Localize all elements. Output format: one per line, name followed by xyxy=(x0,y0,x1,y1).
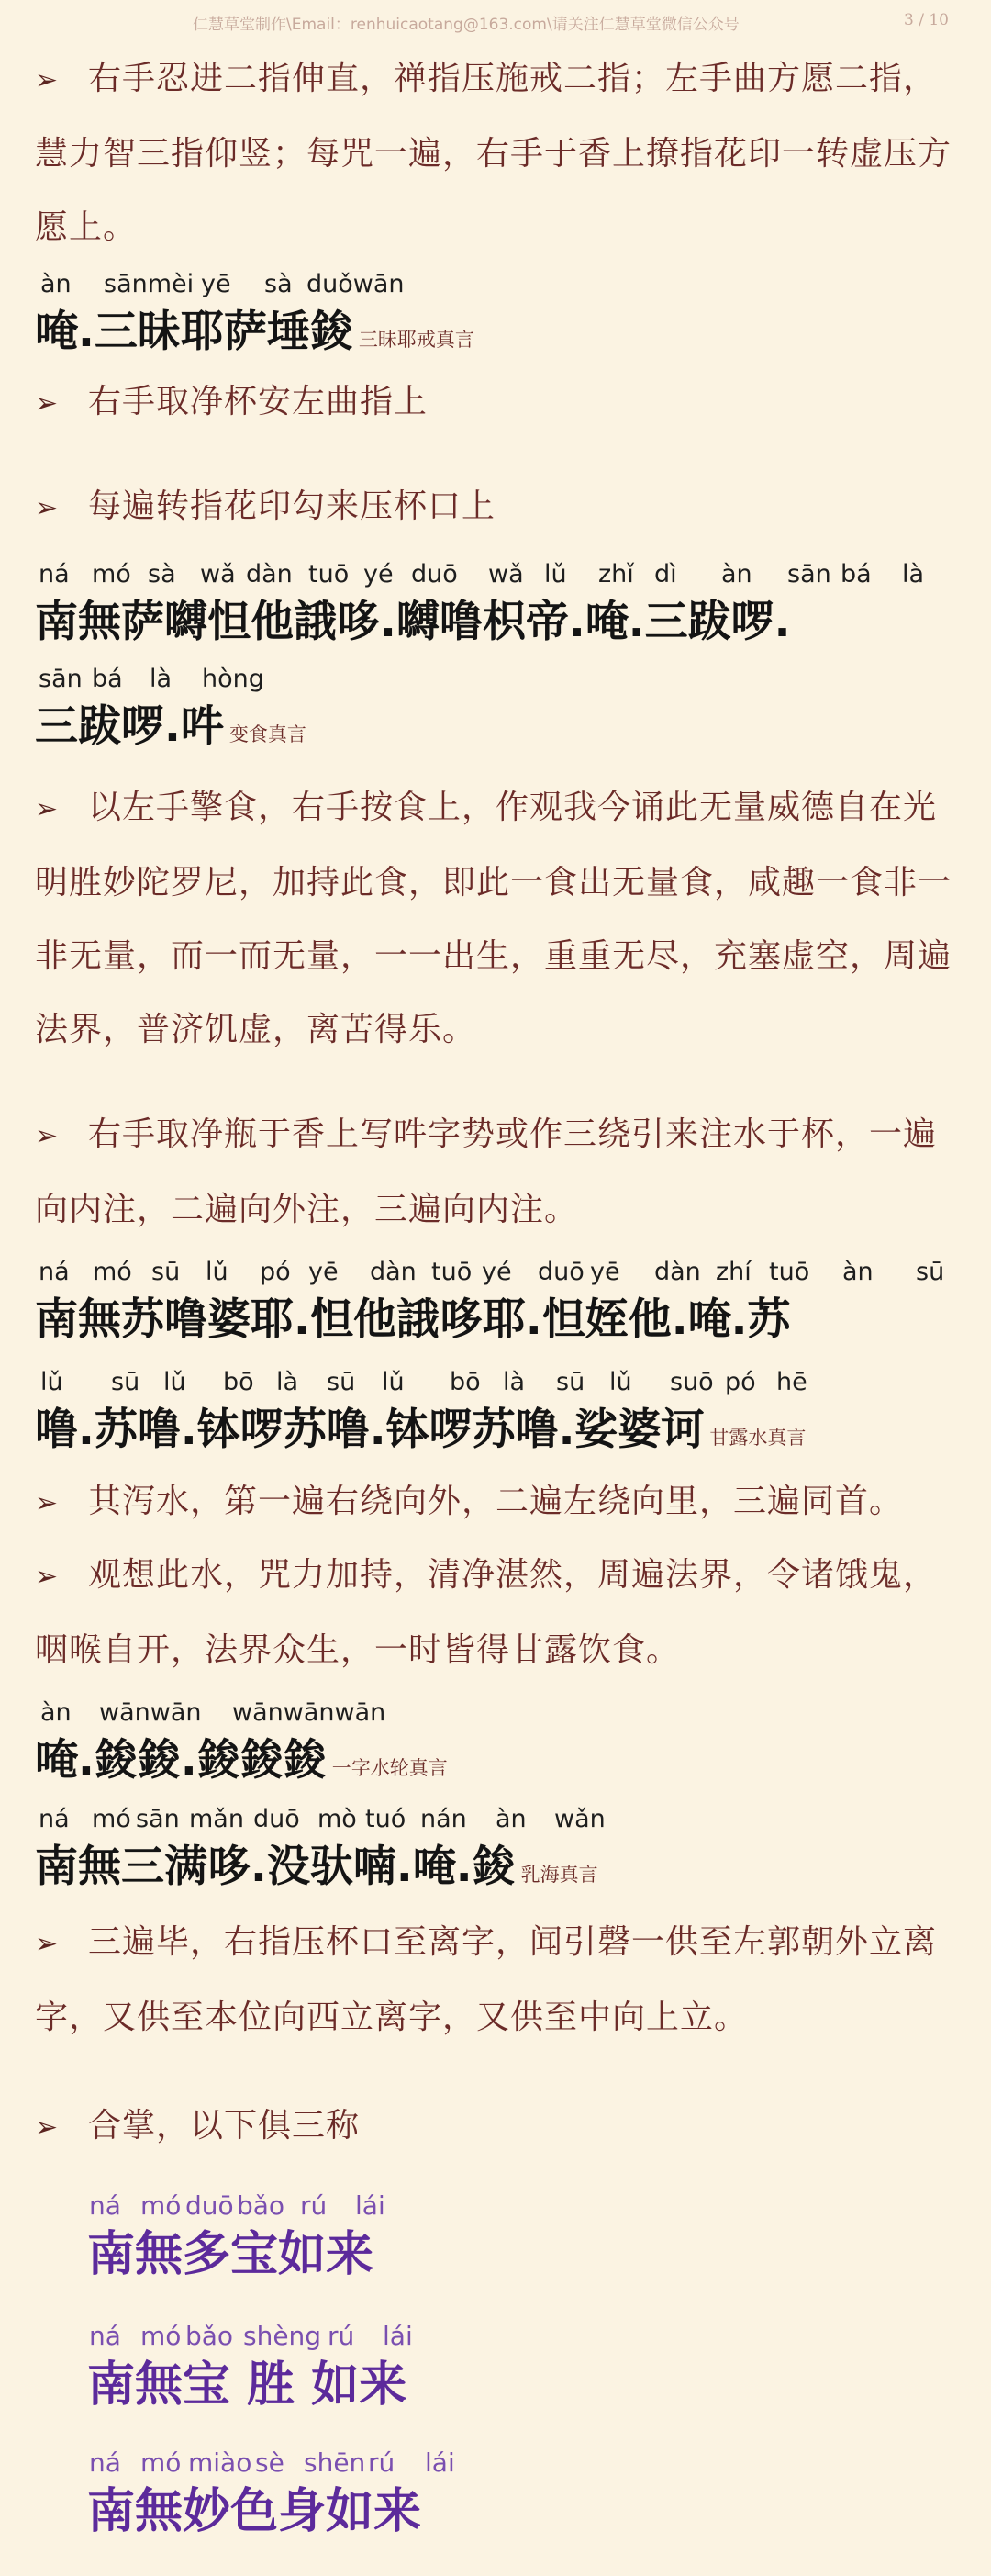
mantra-block xyxy=(35,659,306,762)
mantra-block xyxy=(35,1362,806,1465)
mantra-block xyxy=(35,264,474,367)
pinyin-syllable: duō xyxy=(253,1805,300,1833)
pinyin-syllable: lǔ xyxy=(544,560,567,588)
instruction-paragraph xyxy=(35,42,962,264)
instruction-paragraph xyxy=(35,1539,962,1687)
pinyin-syllable: zhí xyxy=(716,1258,752,1286)
arrow-bullet-icon: ➢ xyxy=(35,1487,60,1519)
pinyin-syllable: là xyxy=(902,560,925,588)
pinyin-line xyxy=(35,554,925,595)
buddha-name-block xyxy=(87,2315,413,2414)
pinyin-syllable: wǎ xyxy=(200,560,236,588)
pinyin-syllable: sà xyxy=(264,270,293,298)
mantra-name: 变食真言 xyxy=(228,723,306,745)
pinyin-syllable: rú xyxy=(328,2321,355,2351)
pinyin-syllable: shēn xyxy=(304,2447,366,2478)
instruction-paragraph xyxy=(35,470,962,545)
pinyin-syllable: sānmèi xyxy=(104,270,195,298)
instruction-paragraph xyxy=(35,1098,962,1247)
page-number: 3 / 10 xyxy=(904,11,949,29)
pinyin-syllable: sà xyxy=(148,560,176,588)
pinyin-syllable: là xyxy=(276,1368,299,1396)
pinyin-syllable: àn xyxy=(842,1258,874,1286)
pinyin-syllable: àn xyxy=(40,1698,72,1727)
pinyin-syllable: sū xyxy=(916,1258,945,1286)
mantra-block xyxy=(35,554,925,657)
pinyin-syllable: duǒwān xyxy=(306,270,405,298)
pinyin-syllable: tuó xyxy=(365,1805,406,1833)
pinyin-line xyxy=(87,2185,385,2225)
pinyin-syllable: yē xyxy=(201,270,231,298)
mantra-text: 噜.苏噜.钵啰苏噜.钵啰苏噜.娑婆诃 xyxy=(35,1405,705,1455)
instruction-text: 以左手擎食，右手按食上，作观我今诵此无量威德自在光明胜妙陀罗尼，加持此食，即此一食出无量食，咸趣一食非一非无量，而一而无量，一一出生，重重无尽，充塞虚空，周遍法界，普济饥虚，离苦得乐。 xyxy=(35,789,952,1048)
pinyin-syllable: ná xyxy=(89,2321,121,2351)
pinyin-syllable: tuō xyxy=(769,1258,810,1286)
arrow-bullet-icon: ➢ xyxy=(35,1928,60,1960)
mantra-text: 南無萨嚩怛他誐哆.嚩噜枳帝.唵.三跋啰. xyxy=(35,597,791,647)
mantra-hanzi xyxy=(35,1840,598,1902)
pinyin-syllable: lǔ xyxy=(609,1368,632,1396)
instruction-paragraph xyxy=(35,2089,962,2165)
instruction-text: 右手取净杯安左曲指上 xyxy=(88,383,429,420)
mantra-name: 甘露水真言 xyxy=(709,1427,807,1449)
pinyin-syllable: mò xyxy=(317,1805,357,1833)
mantra-hanzi xyxy=(35,595,796,657)
mantra-block xyxy=(35,1799,606,1902)
pinyin-syllable: pó xyxy=(260,1258,291,1286)
pinyin-syllable: wānwānwān xyxy=(232,1698,386,1727)
arrow-bullet-icon: ➢ xyxy=(35,492,60,524)
pinyin-line xyxy=(35,264,474,305)
pinyin-syllable: mó xyxy=(93,1258,132,1286)
pinyin-syllable: sū xyxy=(111,1368,140,1396)
pinyin-syllable: sān xyxy=(136,1805,180,1833)
pinyin-syllable: ná xyxy=(39,560,70,588)
arrow-bullet-icon: ➢ xyxy=(35,64,60,96)
pinyin-syllable: rú xyxy=(368,2447,395,2478)
pinyin-line xyxy=(35,659,306,700)
pinyin-syllable: pó xyxy=(725,1368,756,1396)
buddha-name-block xyxy=(87,2185,385,2284)
pinyin-syllable: wānwān xyxy=(99,1698,202,1727)
pinyin-line xyxy=(87,2315,413,2356)
mantra-name: 三昧耶戒真言 xyxy=(358,329,474,351)
pinyin-syllable: yē xyxy=(308,1258,339,1286)
pinyin-syllable: bǎo xyxy=(237,2190,285,2221)
pinyin-syllable: bō xyxy=(223,1368,254,1396)
mantra-text: 三跋啰.吽 xyxy=(35,701,224,752)
pinyin-line xyxy=(35,1252,945,1293)
pinyin-syllable: yé xyxy=(363,560,394,588)
pinyin-syllable: mó xyxy=(92,1805,131,1833)
pinyin-syllable: tuō xyxy=(431,1258,473,1286)
mantra-block xyxy=(35,1693,448,1796)
pinyin-syllable: bá xyxy=(841,560,872,588)
pinyin-syllable: lǔ xyxy=(206,1258,228,1286)
pinyin-syllable: suō xyxy=(670,1368,714,1396)
arrow-bullet-icon: ➢ xyxy=(35,793,60,825)
pinyin-syllable: ná xyxy=(39,1258,70,1286)
pinyin-syllable: mǎn xyxy=(189,1805,244,1833)
pinyin-syllable: hē xyxy=(776,1368,807,1396)
pinyin-syllable: sū xyxy=(151,1258,181,1286)
instruction-text: 每遍转指花印勾来压杯口上 xyxy=(88,487,496,525)
pinyin-syllable: mó xyxy=(140,2447,182,2478)
instruction-paragraph xyxy=(35,771,962,1067)
pinyin-syllable: duō xyxy=(538,1258,585,1286)
pinyin-syllable: sū xyxy=(556,1368,585,1396)
pinyin-syllable: sū xyxy=(327,1368,356,1396)
instruction-paragraph xyxy=(35,1465,962,1540)
pinyin-syllable: duō xyxy=(411,560,458,588)
pinyin-syllable: ná xyxy=(89,2190,121,2221)
instruction-paragraph xyxy=(35,365,962,441)
mantra-text: 南無苏噜婆耶.怛他誐哆耶.怛姪他.唵.苏 xyxy=(35,1294,791,1345)
pinyin-line xyxy=(35,1362,806,1403)
instruction-text: 其泻水，第一遍右绕向外，二遍左绕向里，三遍同首。 xyxy=(88,1483,904,1520)
pinyin-syllable: hòng xyxy=(202,665,264,693)
pinyin-syllable: mó xyxy=(140,2321,182,2351)
mantra-text: 南無三满哆.没驮喃.唵.鋑 xyxy=(35,1842,516,1892)
pinyin-syllable: ná xyxy=(89,2447,121,2478)
pinyin-syllable: yé xyxy=(482,1258,512,1286)
pinyin-syllable: sè xyxy=(255,2447,284,2478)
instruction-text: 右手忍进二指伸直，禅指压施戒二指；左手曲方愿二指，慧力智三指仰竖；每咒一遍，右手于香上撩指花印一转虚压方愿上。 xyxy=(35,60,952,246)
pinyin-syllable: wǎn xyxy=(554,1805,606,1833)
instruction-text: 合掌，以下俱三称 xyxy=(88,2107,361,2145)
mantra-name: 一字水轮真言 xyxy=(331,1757,448,1779)
arrow-bullet-icon: ➢ xyxy=(35,2111,60,2144)
pinyin-syllable: bá xyxy=(92,665,123,693)
pinyin-line xyxy=(87,2442,455,2482)
pinyin-syllable: tuō xyxy=(308,560,350,588)
pinyin-syllable: dì xyxy=(654,560,677,588)
instruction-paragraph xyxy=(35,1906,962,2055)
pinyin-syllable: ná xyxy=(39,1805,70,1833)
pinyin-line xyxy=(35,1799,606,1840)
pinyin-syllable: là xyxy=(150,665,173,693)
pinyin-syllable: lái xyxy=(425,2447,455,2478)
arrow-bullet-icon: ➢ xyxy=(35,387,60,420)
mantra-block xyxy=(35,1252,945,1355)
buddha-name-text: 南無多宝如来 xyxy=(87,2227,374,2282)
arrow-bullet-icon: ➢ xyxy=(35,1120,60,1152)
pinyin-syllable: àn xyxy=(721,560,752,588)
arrow-bullet-icon: ➢ xyxy=(35,1561,60,1593)
pinyin-syllable: àn xyxy=(496,1805,527,1833)
pinyin-syllable: dàn xyxy=(654,1258,701,1286)
instruction-text: 右手取净瓶于香上写吽字势或作三绕引来注水于杯，一遍向内注，二遍向外注，三遍向内注。 xyxy=(35,1115,938,1228)
pinyin-syllable: dàn xyxy=(246,560,293,588)
pinyin-syllable: lǔ xyxy=(40,1368,63,1396)
buddha-name-text: 南無妙色身如来 xyxy=(87,2484,422,2539)
pinyin-syllable: shèng xyxy=(243,2321,322,2351)
mantra-text: 唵.鋑鋑.鋑鋑鋑 xyxy=(35,1735,327,1786)
pinyin-syllable: lǔ xyxy=(382,1368,405,1396)
mantra-hanzi xyxy=(35,1403,806,1465)
pinyin-syllable: rú xyxy=(300,2190,328,2221)
instruction-text: 观想此水，咒力加持，清净湛然，周遍法界，令诸饿鬼，咽喉自开，法界众生，一时皆得甘露饮食。 xyxy=(35,1556,938,1669)
pinyin-syllable: àn xyxy=(40,270,72,298)
mantra-hanzi xyxy=(35,700,306,762)
mantra-hanzi xyxy=(35,1733,448,1796)
pinyin-syllable: duō xyxy=(185,2190,234,2221)
pinyin-syllable: bō xyxy=(450,1368,481,1396)
pinyin-syllable: là xyxy=(503,1368,526,1396)
buddha-name-text: 南無宝 胜 如来 xyxy=(87,2358,407,2413)
pinyin-syllable: dàn xyxy=(370,1258,417,1286)
pinyin-line xyxy=(35,1693,448,1733)
pinyin-syllable: sān xyxy=(787,560,831,588)
pinyin-syllable: nán xyxy=(420,1805,467,1833)
pinyin-syllable: wǎ xyxy=(488,560,524,588)
mantra-hanzi xyxy=(35,305,474,367)
pinyin-syllable: mó xyxy=(140,2190,182,2221)
mantra-name: 乳海真言 xyxy=(520,1864,598,1886)
buddha-name-block xyxy=(87,2442,455,2541)
pinyin-syllable: lǔ xyxy=(163,1368,186,1396)
mantra-text: 唵.三昧耶萨埵鋑 xyxy=(35,307,353,357)
mantra-hanzi xyxy=(35,1293,796,1355)
pinyin-syllable: miào xyxy=(188,2447,252,2478)
pinyin-syllable: sān xyxy=(39,665,83,693)
pinyin-syllable: mó xyxy=(92,560,131,588)
pinyin-syllable: lái xyxy=(383,2321,413,2351)
pinyin-syllable: zhǐ xyxy=(598,560,634,588)
watermark-text: 仁慧草堂制作\Email：renhuicaotang@163.com\请关注仁慧草堂微信公众号 xyxy=(193,16,740,34)
instruction-text: 三遍毕，右指压杯口至离字，闻引磬一供至左郭朝外立离字，又供至本位向西立离字，又供至中向上立。 xyxy=(35,1923,938,2036)
pinyin-syllable: bǎo xyxy=(185,2321,234,2351)
pinyin-syllable: yē xyxy=(590,1258,620,1286)
pinyin-syllable: lái xyxy=(355,2190,385,2221)
